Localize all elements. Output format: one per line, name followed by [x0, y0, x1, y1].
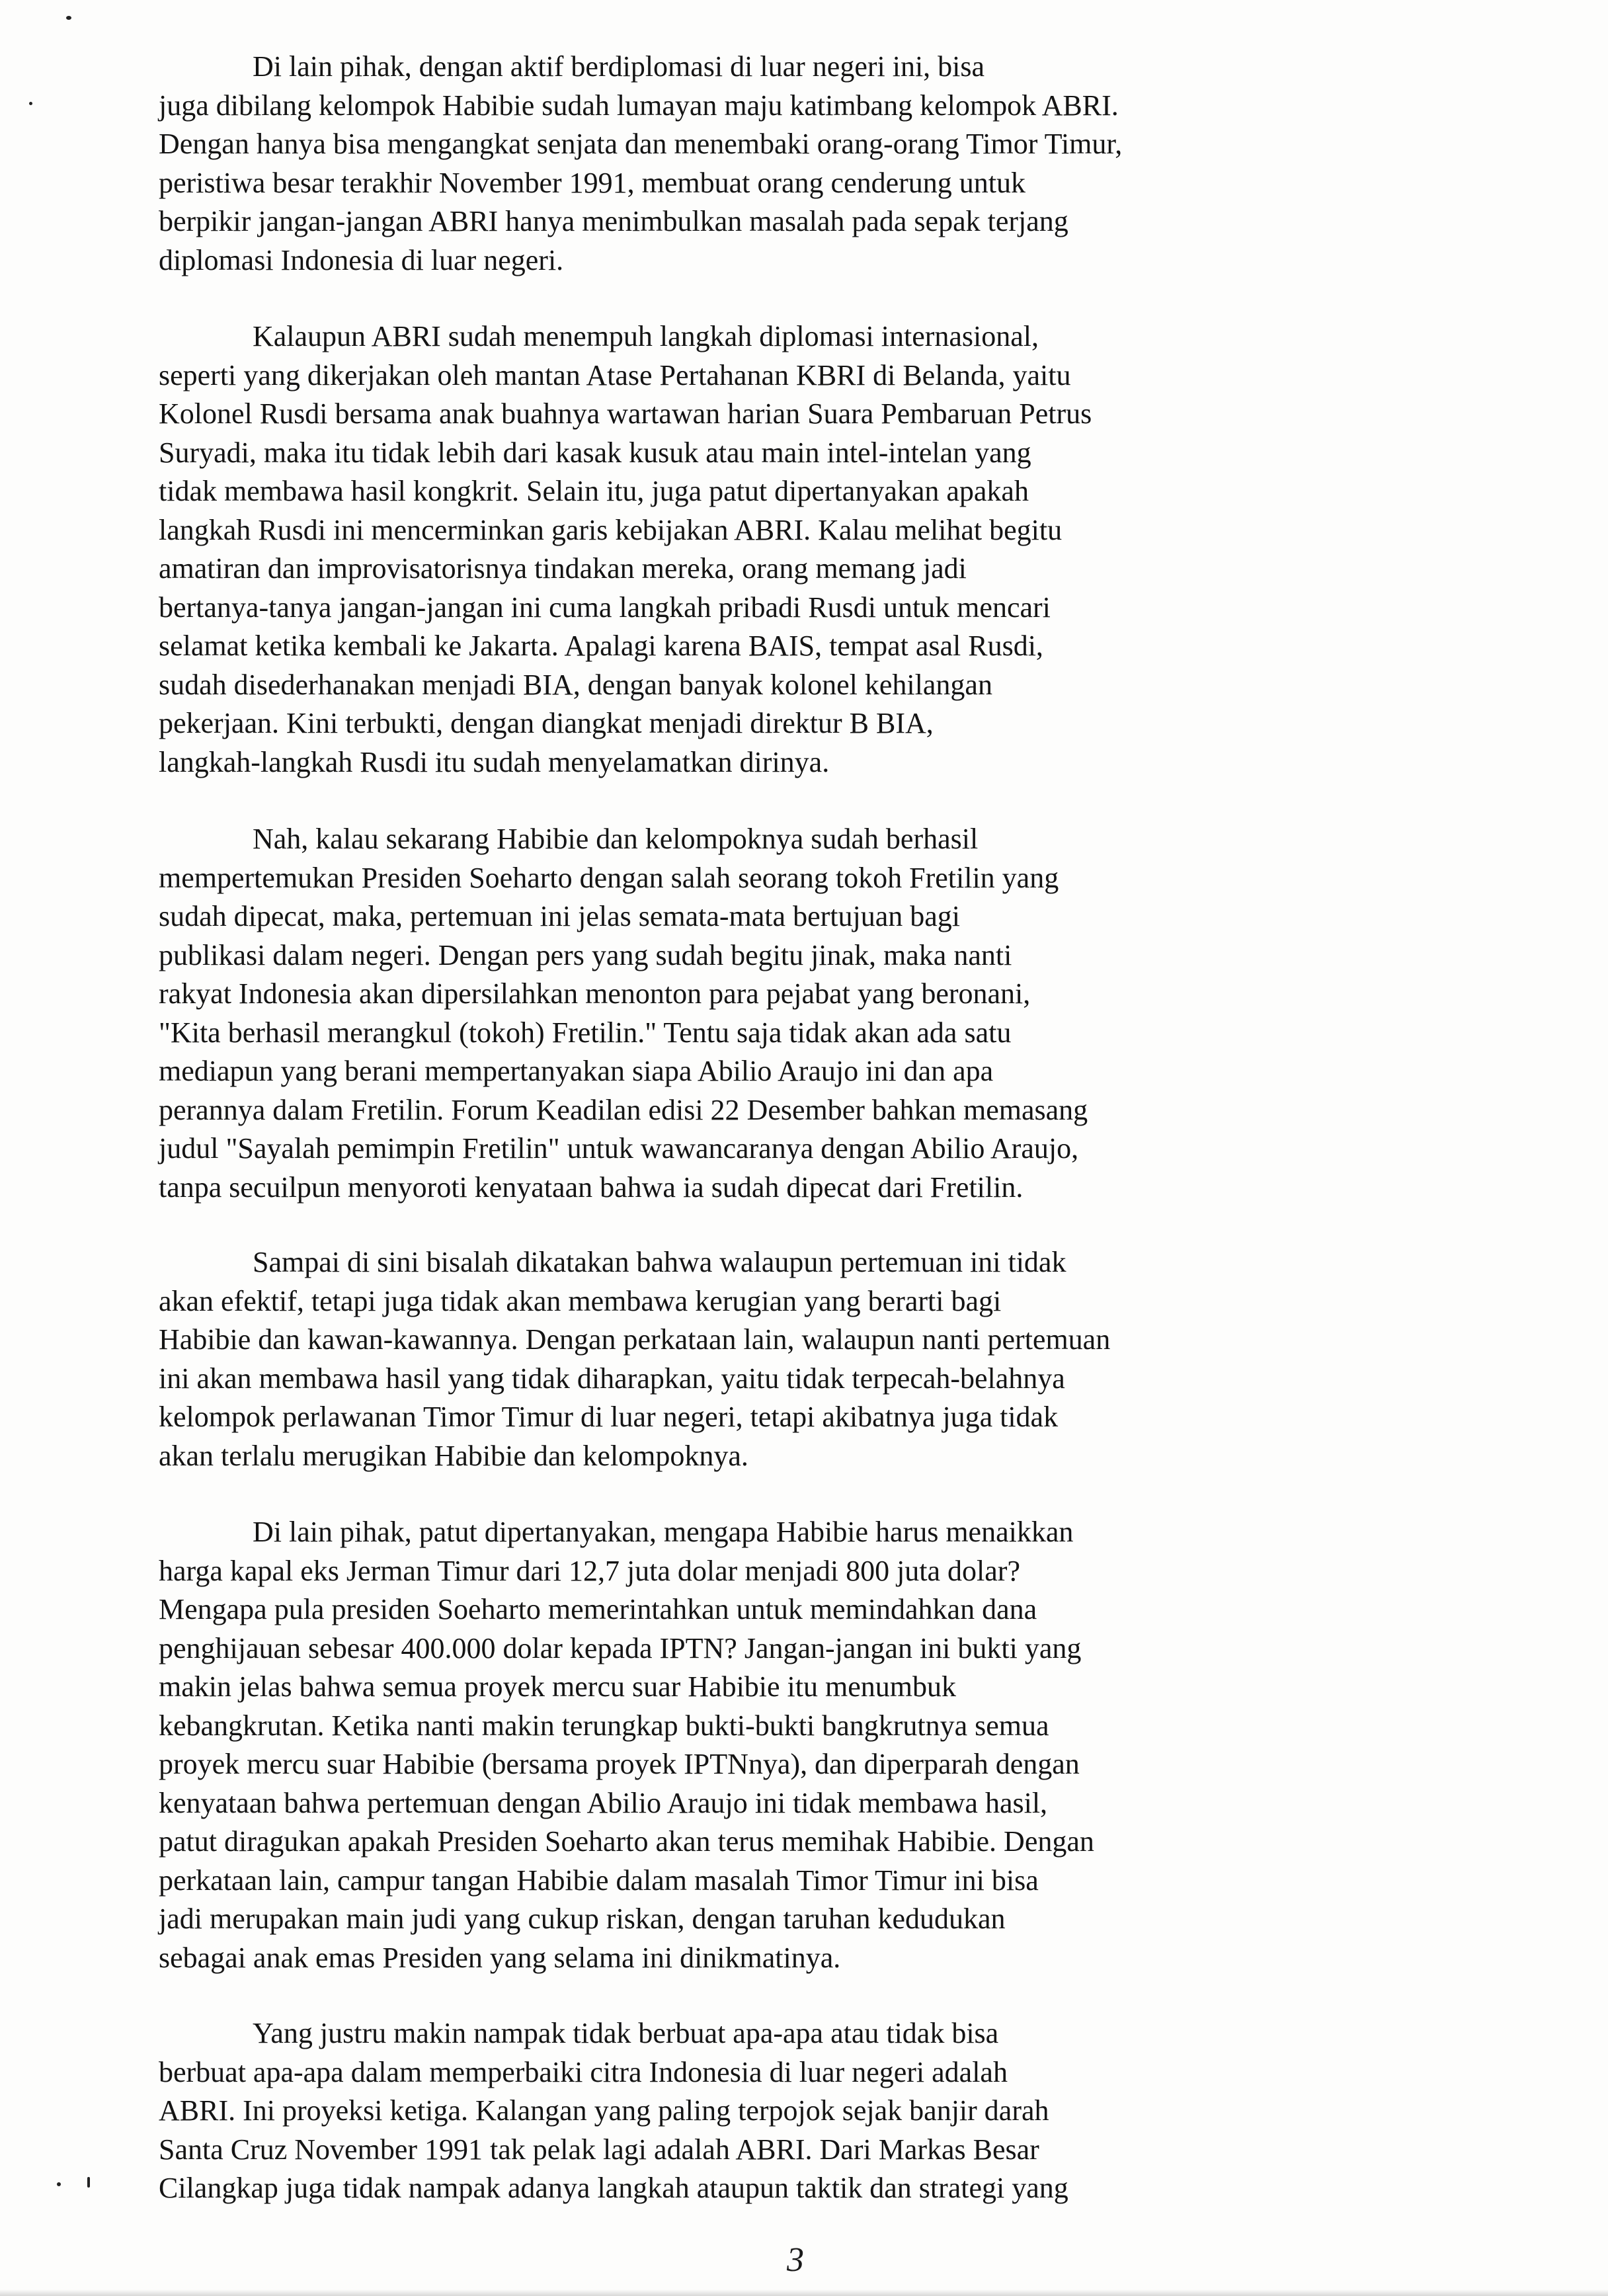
text-line: makin jelas bahwa semua proyek mercu suar Habibie itu menumbuk [159, 1670, 956, 1703]
text-line: harga kapal eks Jerman Timur dari 12,7 juta dolar menjadi 800 juta dolar? [159, 1554, 1020, 1587]
paragraph-5 [159, 1513, 1322, 1977]
text-line: bertanya-tanya jangan-jangan ini cuma langkah pribadi Rusdi untuk mencari [159, 591, 1051, 624]
text-line: ABRI. Ini proyeksi ketiga. Kalangan yang paling terpojok sejak banjir darah [159, 2094, 1049, 2127]
text-line: Mengapa pula presiden Soeharto memerintahkan untuk memindahkan dana [159, 1593, 1037, 1625]
text-line: pekerjaan. Kini terbukti, dengan diangkat menjadi direktur B BIA, [159, 707, 934, 739]
text-line: patut diragukan apakah Presiden Soeharto akan terus memihak Habibie. Dengan [159, 1825, 1094, 1858]
text-line: akan efektif, tetapi juga tidak akan membawa kerugian yang berarti bagi [159, 1284, 1002, 1317]
text-line: akan terlalu merugikan Habibie dan kelompoknya. [159, 1439, 748, 1472]
text-line: juga dibilang kelompok Habibie sudah lumayan maju katimbang kelompok ABRI. [159, 89, 1119, 122]
text-line: penghijauan sebesar 400.000 dolar kepada IPTN? Jangan-jangan ini bukti yang [159, 1631, 1082, 1664]
text-line: "Kita berhasil merangkul (tokoh) Fretilin." Tentu saja tidak akan ada satu [159, 1016, 1012, 1049]
text-line: perkataan lain, campur tangan Habibie dalam masalah Timor Timur ini bisa [159, 1864, 1039, 1897]
text-line: tidak membawa hasil kongkrit. Selain itu, juga patut dipertanyakan apakah [159, 475, 1029, 507]
text-line: proyek mercu suar Habibie (bersama proyek IPTNnya), dan diperparah dengan [159, 1748, 1080, 1780]
page-number: 3 [787, 2241, 804, 2279]
text-line: berbuat apa-apa dalam memperbaiki citra Indonesia di luar negeri adalah [159, 2055, 1008, 2088]
text-line: peristiwa besar terakhir November 1991, membuat orang cenderung untuk [159, 166, 1026, 199]
text-line: Yang justru makin nampak tidak berbuat apa-apa atau tidak bisa [253, 2017, 999, 2049]
text-line: kebangkrutan. Ketika nanti makin terungkap bukti-bukti bangkrutnya semua [159, 1709, 1049, 1742]
text-line: tanpa secuilpun menyoroti kenyataan bahwa ia sudah dipecat dari Fretilin. [159, 1170, 1024, 1204]
text-line: kelompok perlawanan Timor Timur di luar negeri, tetapi akibatnya juga tidak [159, 1401, 1059, 1433]
paragraph-1 [159, 48, 1322, 280]
paragraph-6 [159, 2014, 1322, 2208]
text-line: perannya dalam Fretilin. Forum Keadilan edisi 22 Desember bahkan memasang [159, 1093, 1088, 1126]
paragraph-4 [159, 1243, 1322, 1475]
text-line: langkah-langkah Rusdi itu sudah menyelamatkan dirinya. [159, 745, 830, 778]
text-line: sebagai anak emas Presiden yang selama ini dinikmatinya. [159, 1941, 841, 1974]
paragraph-2 [159, 317, 1322, 782]
text-line: langkah Rusdi ini mencerminkan garis kebijakan ABRI. Kalau melihat begitu [159, 513, 1063, 546]
text-line: Kolonel Rusdi bersama anak buahnya wartawan harian Suara Pembaruan Petrus [159, 397, 1092, 430]
text-line: berpikir jangan-jangan ABRI hanya menimbulkan masalah pada sepak terjang [159, 205, 1068, 237]
text-line: diplomasi Indonesia di luar negeri. [159, 243, 564, 276]
text-line: mempertemukan Presiden Soeharto dengan salah seorang tokoh Fretilin yang [159, 861, 1059, 894]
text-line: selamat ketika kembali ke Jakarta. Apalagi karena BAIS, tempat asal Rusdi, [159, 630, 1043, 662]
scan-bottom-edge [0, 2289, 1608, 2296]
text-line: kenyataan bahwa pertemuan dengan Abilio Araujo ini tidak membawa hasil, [159, 1786, 1048, 1819]
scan-speck [87, 2177, 90, 2188]
text-line: sudah dipecat, maka, pertemuan ini jelas semata-mata bertujuan bagi [159, 900, 960, 932]
text-line: amatiran dan improvisatorisnya tindakan mereka, orang memang jadi [159, 552, 967, 585]
text-line: judul "Sayalah pemimpin Fretilin" untuk wawancaranya dengan Abilio Araujo, [159, 1132, 1079, 1165]
text-line: mediapun yang berani mempertanyakan siapa Abilio Araujo ini dan apa [159, 1055, 994, 1087]
text-line: rakyat Indonesia akan dipersilahkan menonton para pejabat yang beronani, [159, 977, 1031, 1010]
text-line: Sampai di sini bisalah dikatakan bahwa walaupun pertemuan ini tidak [253, 1246, 1066, 1278]
text-line: Kalaupun ABRI sudah menempuh langkah diplomasi internasional, [253, 320, 1039, 352]
text-line: publikasi dalam negeri. Dengan pers yang sudah begitu jinak, maka nanti [159, 938, 1012, 971]
text-line: seperti yang dikerjakan oleh mantan Atase Pertahanan KBRI di Belanda, yaitu [159, 358, 1071, 391]
text-line: Di lain pihak, patut dipertanyakan, mengapa Habibie harus menaikkan [253, 1516, 1074, 1548]
text-line: jadi merupakan main judi yang cukup riskan, dengan taruhan kedudukan [159, 1903, 1006, 1935]
text-line: Di lain pihak, dengan aktif berdiplomasi di luar negeri ini, bisa [253, 50, 985, 83]
text-line: sudah disederhanakan menjadi BIA, dengan banyak kolonel kehilangan [159, 668, 992, 701]
text-line: Nah, kalau sekarang Habibie dan kelompoknya sudah berhasil [253, 823, 979, 855]
scan-speck [66, 16, 71, 20]
text-line: ini akan membawa hasil yang tidak diharapkan, yaitu tidak terpecah-belahnya [159, 1362, 1065, 1395]
scan-speck [29, 102, 32, 105]
text-line: Dengan hanya bisa mengangkat senjata dan menembaki orang-orang Timor Timur, [159, 128, 1123, 160]
text-line: Suryadi, maka itu tidak lebih dari kasak kusuk atau main intel-intelan yang [159, 436, 1031, 469]
paragraph-3 [159, 820, 1322, 1207]
text-line: Santa Cruz November 1991 tak pelak lagi adalah ABRI. Dari Markas Besar [159, 2133, 1039, 2166]
text-line: Habibie dan kawan-kawannya. Dengan perkataan lain, walaupun nanti pertemuan [159, 1323, 1111, 1356]
scan-speck [57, 2182, 61, 2186]
text-line: Cilangkap juga tidak nampak adanya langkah ataupun taktik dan strategi yang [159, 2172, 1068, 2204]
